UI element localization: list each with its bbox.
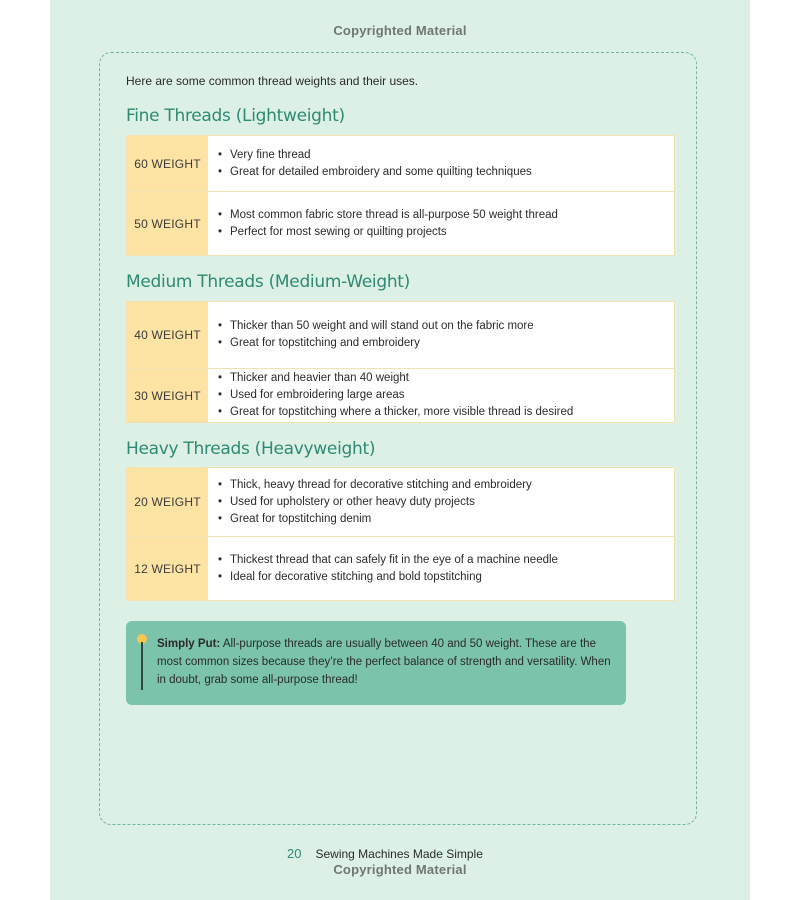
book-title: Sewing Machines Made Simple xyxy=(315,847,483,861)
copyright-notice-top: Copyrighted Material xyxy=(333,23,467,38)
list-item: • Very fine thread xyxy=(218,147,532,164)
uses-list xyxy=(208,369,583,422)
weight-label: 30 WEIGHT xyxy=(127,369,208,422)
weight-label: 12 WEIGHT xyxy=(127,537,208,600)
table-row xyxy=(127,468,674,536)
thread-table-fine xyxy=(126,135,675,256)
list-item: • Thicker than 50 weight and will stand out on the fabric more xyxy=(218,318,534,335)
page-footer xyxy=(287,846,483,861)
list-item: • Used for embroidering large areas xyxy=(218,387,573,404)
list-item: • Ideal for decorative stitching and bold topstitching xyxy=(218,569,558,586)
list-item: • Thick, heavy thread for decorative stitching and embroidery xyxy=(218,477,532,494)
intro-text: Here are some common thread weights and their uses. xyxy=(126,74,419,88)
list-item: • Perfect for most sewing or quilting projects xyxy=(218,224,558,241)
list-item: • Great for topstitching denim xyxy=(218,511,532,528)
uses-list xyxy=(208,192,568,255)
list-item: • Used for upholstery or other heavy duty projects xyxy=(218,494,532,511)
uses-list xyxy=(208,302,544,368)
section-heading-medium: Medium Threads (Medium-Weight) xyxy=(126,272,410,292)
weight-label: 20 WEIGHT xyxy=(127,468,208,536)
thread-table-medium xyxy=(126,301,675,423)
table-row xyxy=(127,536,674,600)
list-item: • Thickest thread that can safely fit in the eye of a machine needle xyxy=(218,552,558,569)
book-page xyxy=(50,0,750,900)
uses-list xyxy=(208,537,568,600)
table-row xyxy=(127,191,674,255)
uses-list xyxy=(208,136,542,191)
list-item: • Thicker and heavier than 40 weight xyxy=(218,370,573,387)
pin-shaft xyxy=(141,642,143,690)
table-row xyxy=(127,302,674,368)
page-number: 20 xyxy=(287,846,302,861)
list-item: • Great for detailed embroidery and some quilting techniques xyxy=(218,164,532,181)
callout-text xyxy=(157,635,612,689)
copyright-notice-bottom: Copyrighted Material xyxy=(333,862,467,877)
callout-body: All-purpose threads are usually between 40 and 50 weight. These are the most common sizes because they’re the perfect balance of strength and versatility. When in doubt, grab some all-purpose thread! xyxy=(157,638,611,686)
list-item: • Great for topstitching and embroidery xyxy=(218,335,534,352)
simply-put-callout xyxy=(126,621,626,705)
weight-label: 50 WEIGHT xyxy=(127,192,208,255)
list-item: • Most common fabric store thread is all-purpose 50 weight thread xyxy=(218,207,558,224)
weight-label: 40 WEIGHT xyxy=(127,302,208,368)
thread-table-heavy xyxy=(126,467,675,601)
section-heading-fine: Fine Threads (Lightweight) xyxy=(126,106,345,126)
callout-label: Simply Put: xyxy=(157,638,221,650)
uses-list xyxy=(208,468,542,536)
weight-label: 60 WEIGHT xyxy=(127,136,208,191)
list-item: • Great for topstitching where a thicker, more visible thread is desired xyxy=(218,404,573,421)
section-heading-heavy: Heavy Threads (Heavyweight) xyxy=(126,439,376,459)
table-row xyxy=(127,136,674,191)
table-row xyxy=(127,368,674,422)
